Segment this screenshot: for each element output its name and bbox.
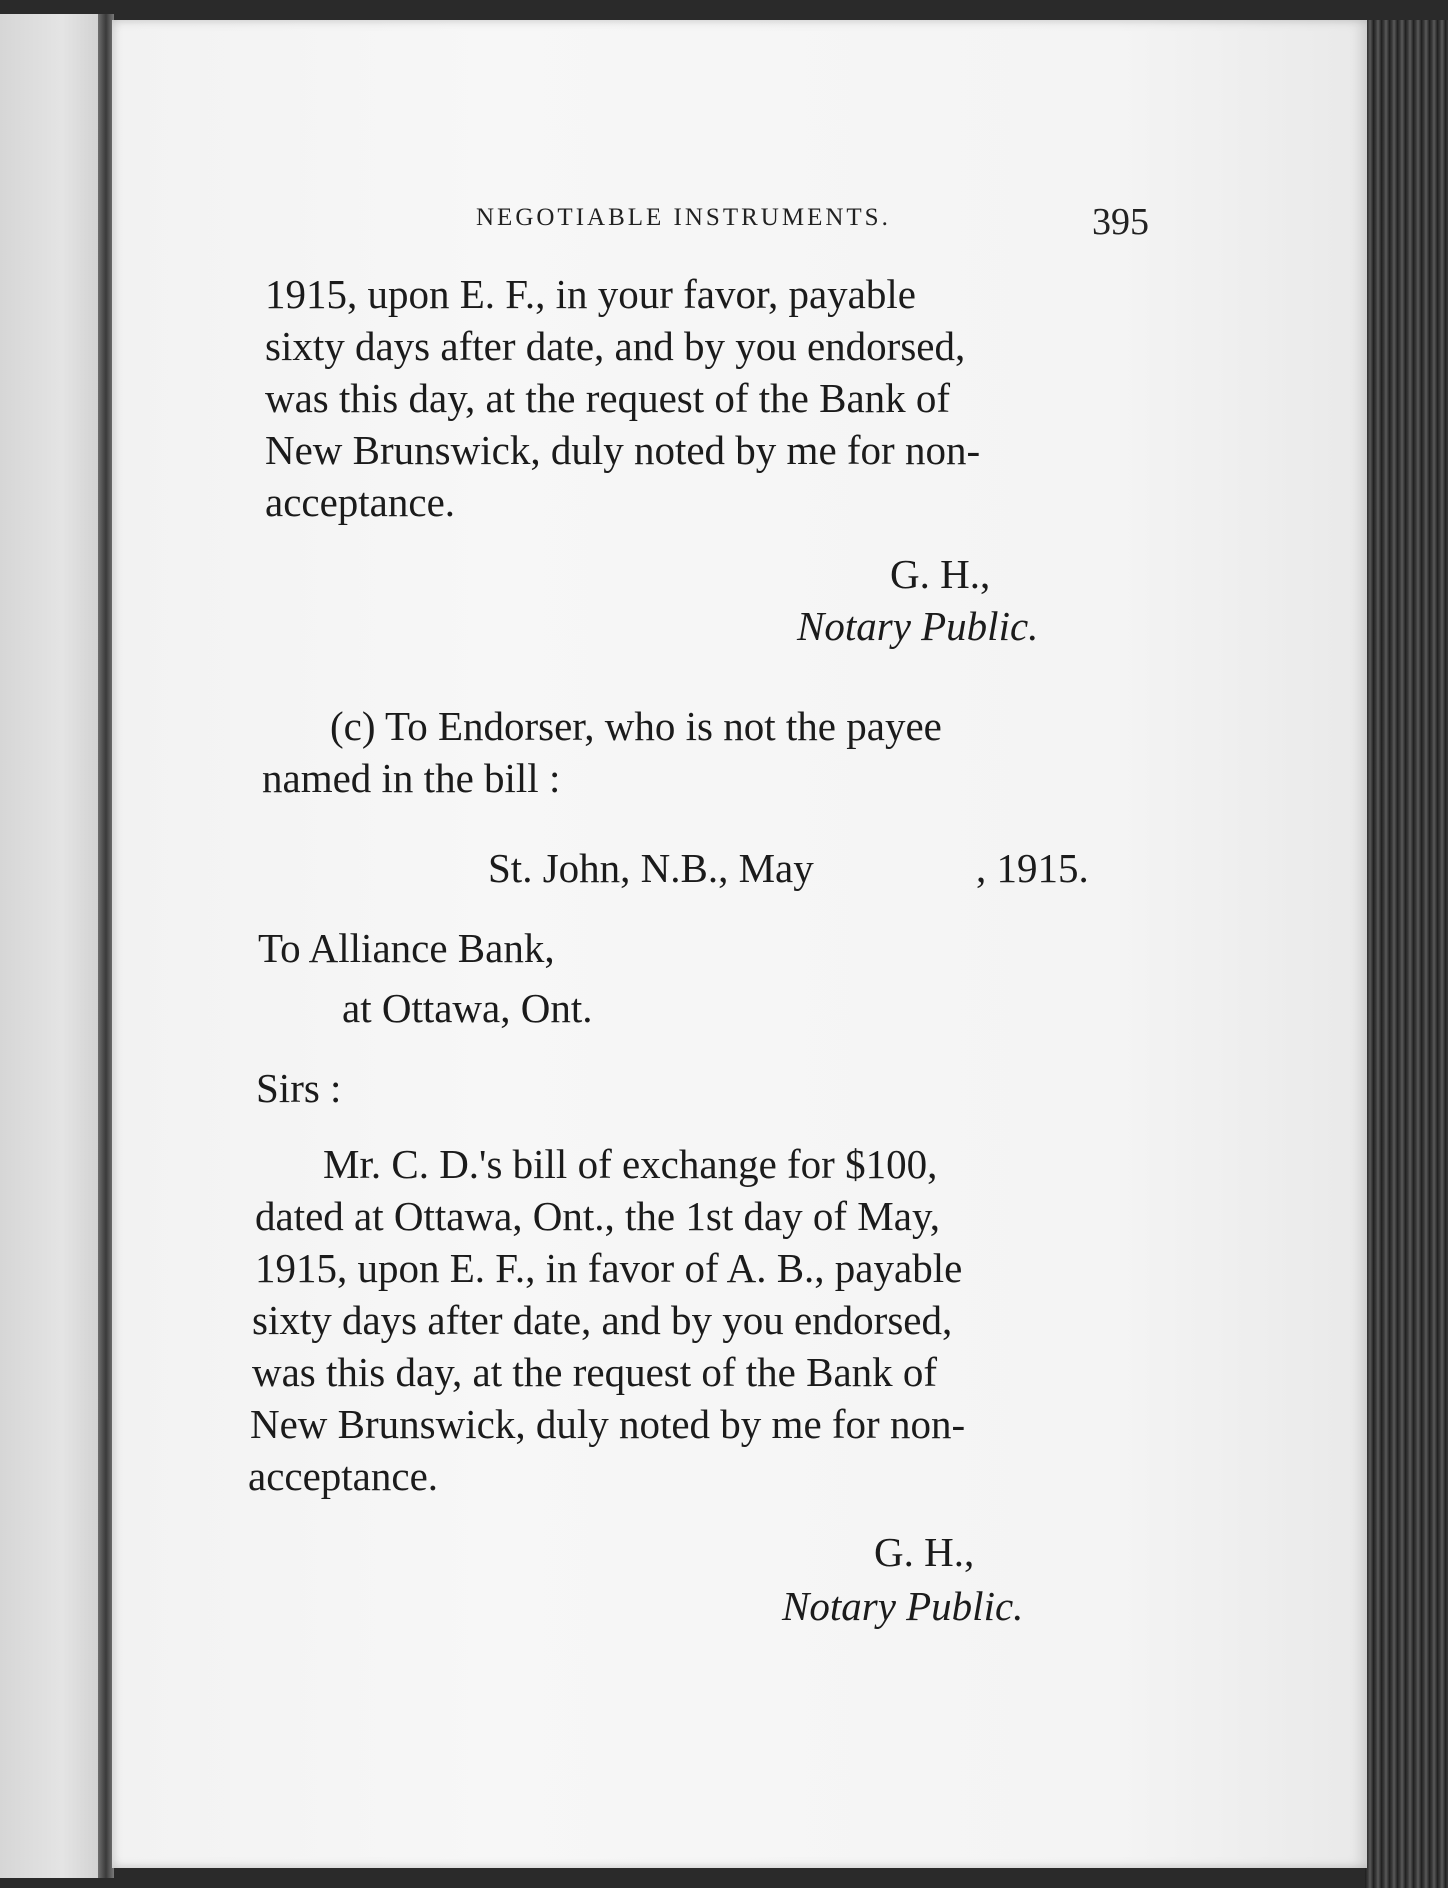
signature-name: G. H., <box>890 551 991 597</box>
block2-line: dated at Ottawa, Ont., the 1st day of May, <box>255 1193 941 1239</box>
addressee: To Alliance Bank, <box>258 925 555 971</box>
block1-line: was this day, at the request of the Bank of <box>265 375 951 421</box>
block2-line: acceptance. <box>248 1453 439 1499</box>
block2-line: sixty days after date, and by you endorsed, <box>252 1297 953 1343</box>
signature-title: Notary Public. <box>782 1583 1024 1629</box>
block1-line: sixty days after date, and by you endorsed, <box>265 323 966 369</box>
addressee-location: at Ottawa, Ont. <box>342 985 593 1031</box>
block2-line: was this day, at the request of the Bank of <box>252 1349 938 1395</box>
signature-name: G. H., <box>874 1529 975 1575</box>
page-number: 395 <box>1092 201 1149 243</box>
dateline-place: St. John, N.B., May <box>488 845 814 891</box>
running-title: NEGOTIABLE INSTRUMENTS. <box>476 204 891 231</box>
salutation: Sirs : <box>256 1065 342 1111</box>
block2-line: 1915, upon E. F., in favor of A. B., payable <box>255 1245 963 1291</box>
section-heading: named in the bill : <box>262 755 561 801</box>
block2-line: Mr. C. D.'s bill of exchange for $100, <box>323 1141 938 1187</box>
block1-line: 1915, upon E. F., in your favor, payable <box>265 271 916 317</box>
book-page-edges <box>1365 20 1448 1888</box>
facing-page-edge <box>0 14 104 1878</box>
block1-line: New Brunswick, duly noted by me for non- <box>265 427 981 473</box>
section-heading: (c) To Endorser, who is not the payee <box>330 703 942 749</box>
block2-line: New Brunswick, duly noted by me for non- <box>250 1401 966 1447</box>
signature-title: Notary Public. <box>797 603 1039 649</box>
dateline-year: , 1915. <box>976 845 1089 891</box>
block1-line: acceptance. <box>265 479 456 525</box>
